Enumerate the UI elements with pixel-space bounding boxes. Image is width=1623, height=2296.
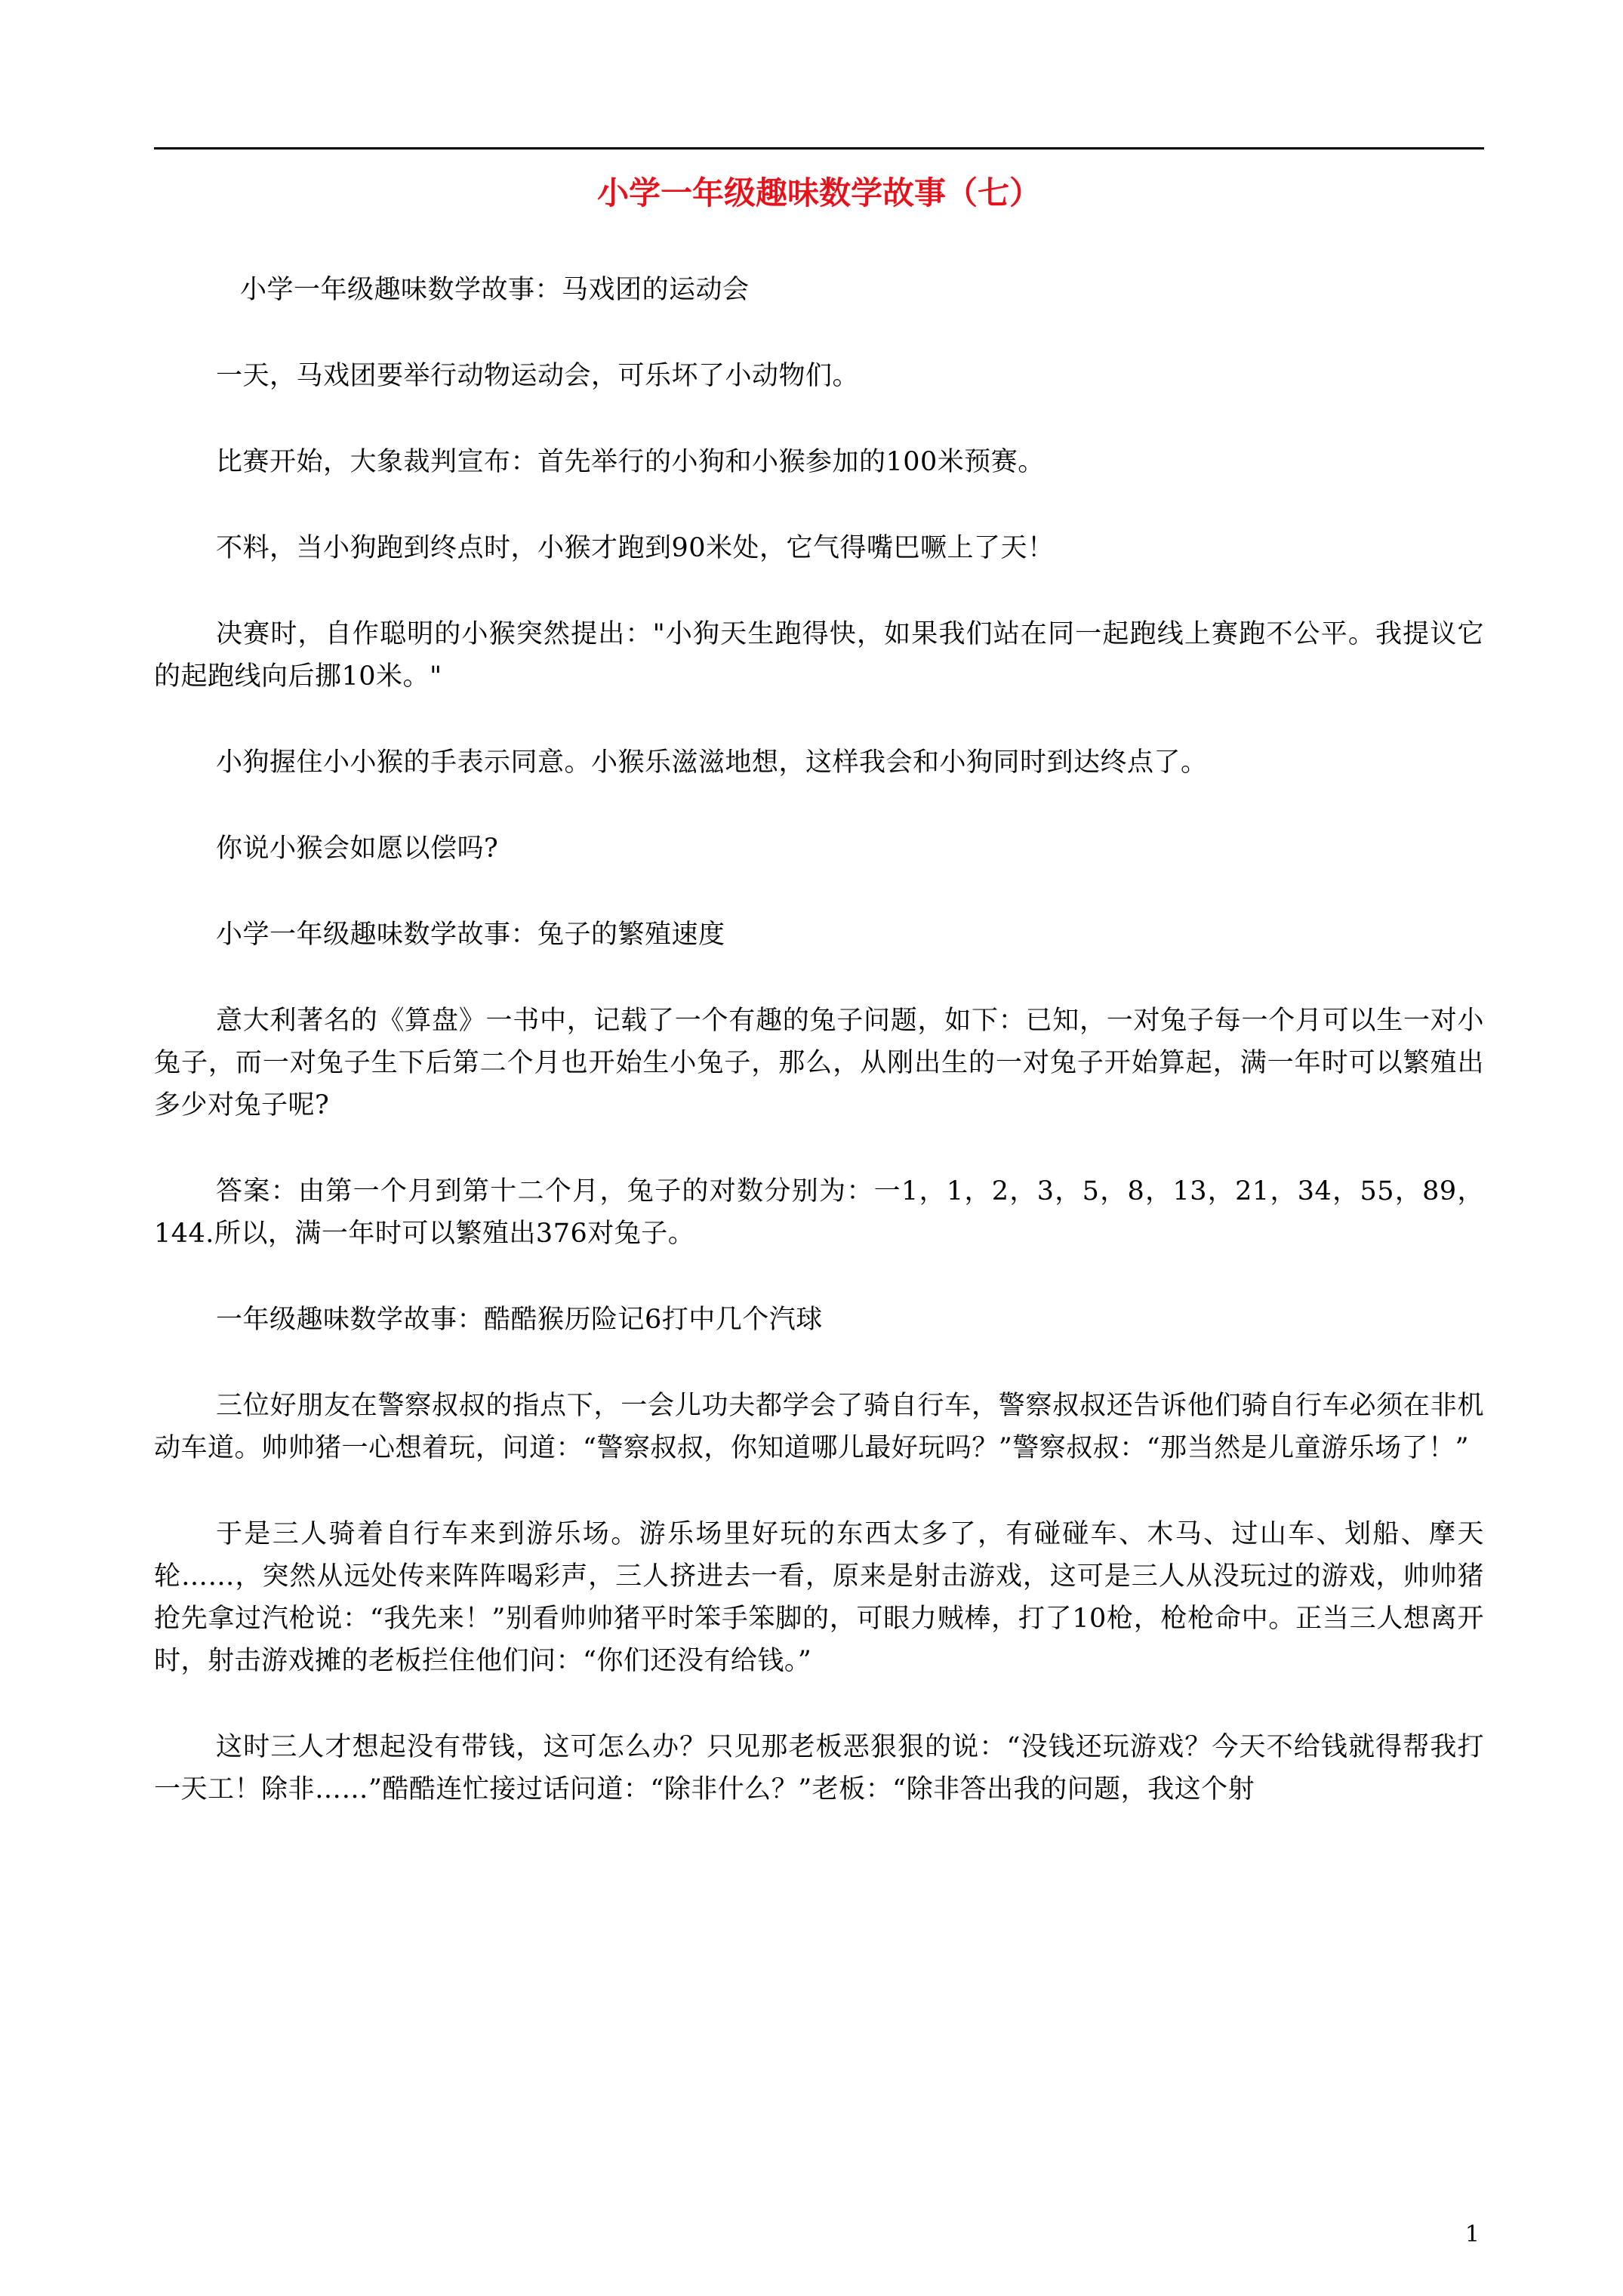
paragraph: 于是三人骑着自行车来到游乐场。游乐场里好玩的东西太多了，有碰碰车、木马、过山车、划船、摩天轮……，突然从远处传来阵阵喝彩声，三人挤进去一看，原来是射击游戏，这可是三人从没玩过的游戏，帅帅猪抢先拿过汽枪说：“我先来！”别看帅帅猪平时笨手笨脚的，可眼力贼棒，打了10枪，枪枪命中。正当三人想离开时，射击游戏摊的老板拦住他们问：“你们还没有给钱。”: [154, 1519, 1484, 1676]
section-heading-rabbits: 小学一年级趣味数学故事：兔子的繁殖速度: [216, 920, 725, 950]
paragraph: 这时三人才想起没有带钱，这可怎么办？只见那老板恶狠狠的说：“没钱还玩游戏？今天不给钱就得帮我打一天工！除非……”酷酷连忙接过话问道：“除非什么？”老板：“除非答出我的问题，我这个射: [154, 1732, 1484, 1804]
paragraph: 三位好朋友在警察叔叔的指点下，一会儿功夫都学会了骑自行车，警察叔叔还告诉他们骑自行车必须在非机动车道。帅帅猪一心想着玩，问道：“警察叔叔，你知道哪儿最好玩吗？”警察叔叔：“那当然是儿童游乐场了！”: [154, 1391, 1484, 1463]
document-body: [154, 269, 1484, 1854]
paragraph: 你说小猴会如愿以偿吗?: [216, 834, 499, 864]
section-heading-cool-monkey: 一年级趣味数学故事：酷酷猴历险记6打中几个汽球: [216, 1305, 823, 1335]
header-rule: [154, 147, 1484, 149]
paragraph: 答案：由第一个月到第十二个月，兔子的对数分别为：一1，1，2，3，5，8，13，21，34，55，89，144.所以，满一年时可以繁殖出376对兔子。: [154, 1176, 1484, 1249]
section-heading-circus: 小学一年级趣味数学故事：马戏团的运动会: [240, 275, 750, 305]
paragraph: 意大利著名的《算盘》一书中，记载了一个有趣的兔子问题，如下：已知，一对兔子每一个月可以生一对小兔子，而一对兔子生下后第二个月也开始生小兔子，那么，从刚出生的一对兔子开始算起，满一年时可以繁殖出多少对兔子呢?: [154, 1006, 1484, 1120]
paragraph: 一天，马戏团要举行动物运动会，可乐坏了小动物们。: [216, 361, 860, 391]
paragraph: 不料，当小狗跑到终点时，小猴才跑到90米处，它气得嘴巴噘上了天！: [216, 533, 1055, 563]
paragraph: 比赛开始，大象裁判宣布：首先举行的小狗和小猴参加的100米预赛。: [216, 447, 1045, 477]
paragraph: 小狗握住小小猴的手表示同意。小猴乐滋滋地想，这样我会和小狗同时到达终点了。: [216, 747, 1208, 778]
page-number: 1: [1464, 2221, 1480, 2248]
document-title: 小学一年级趣味数学故事（七）: [596, 174, 1041, 211]
paragraph: 决赛时，自作聪明的小猴突然提出："小狗天生跑得快，如果我们站在同一起跑线上赛跑不公平。我提议它的起跑线向后挪10米。": [154, 619, 1484, 692]
